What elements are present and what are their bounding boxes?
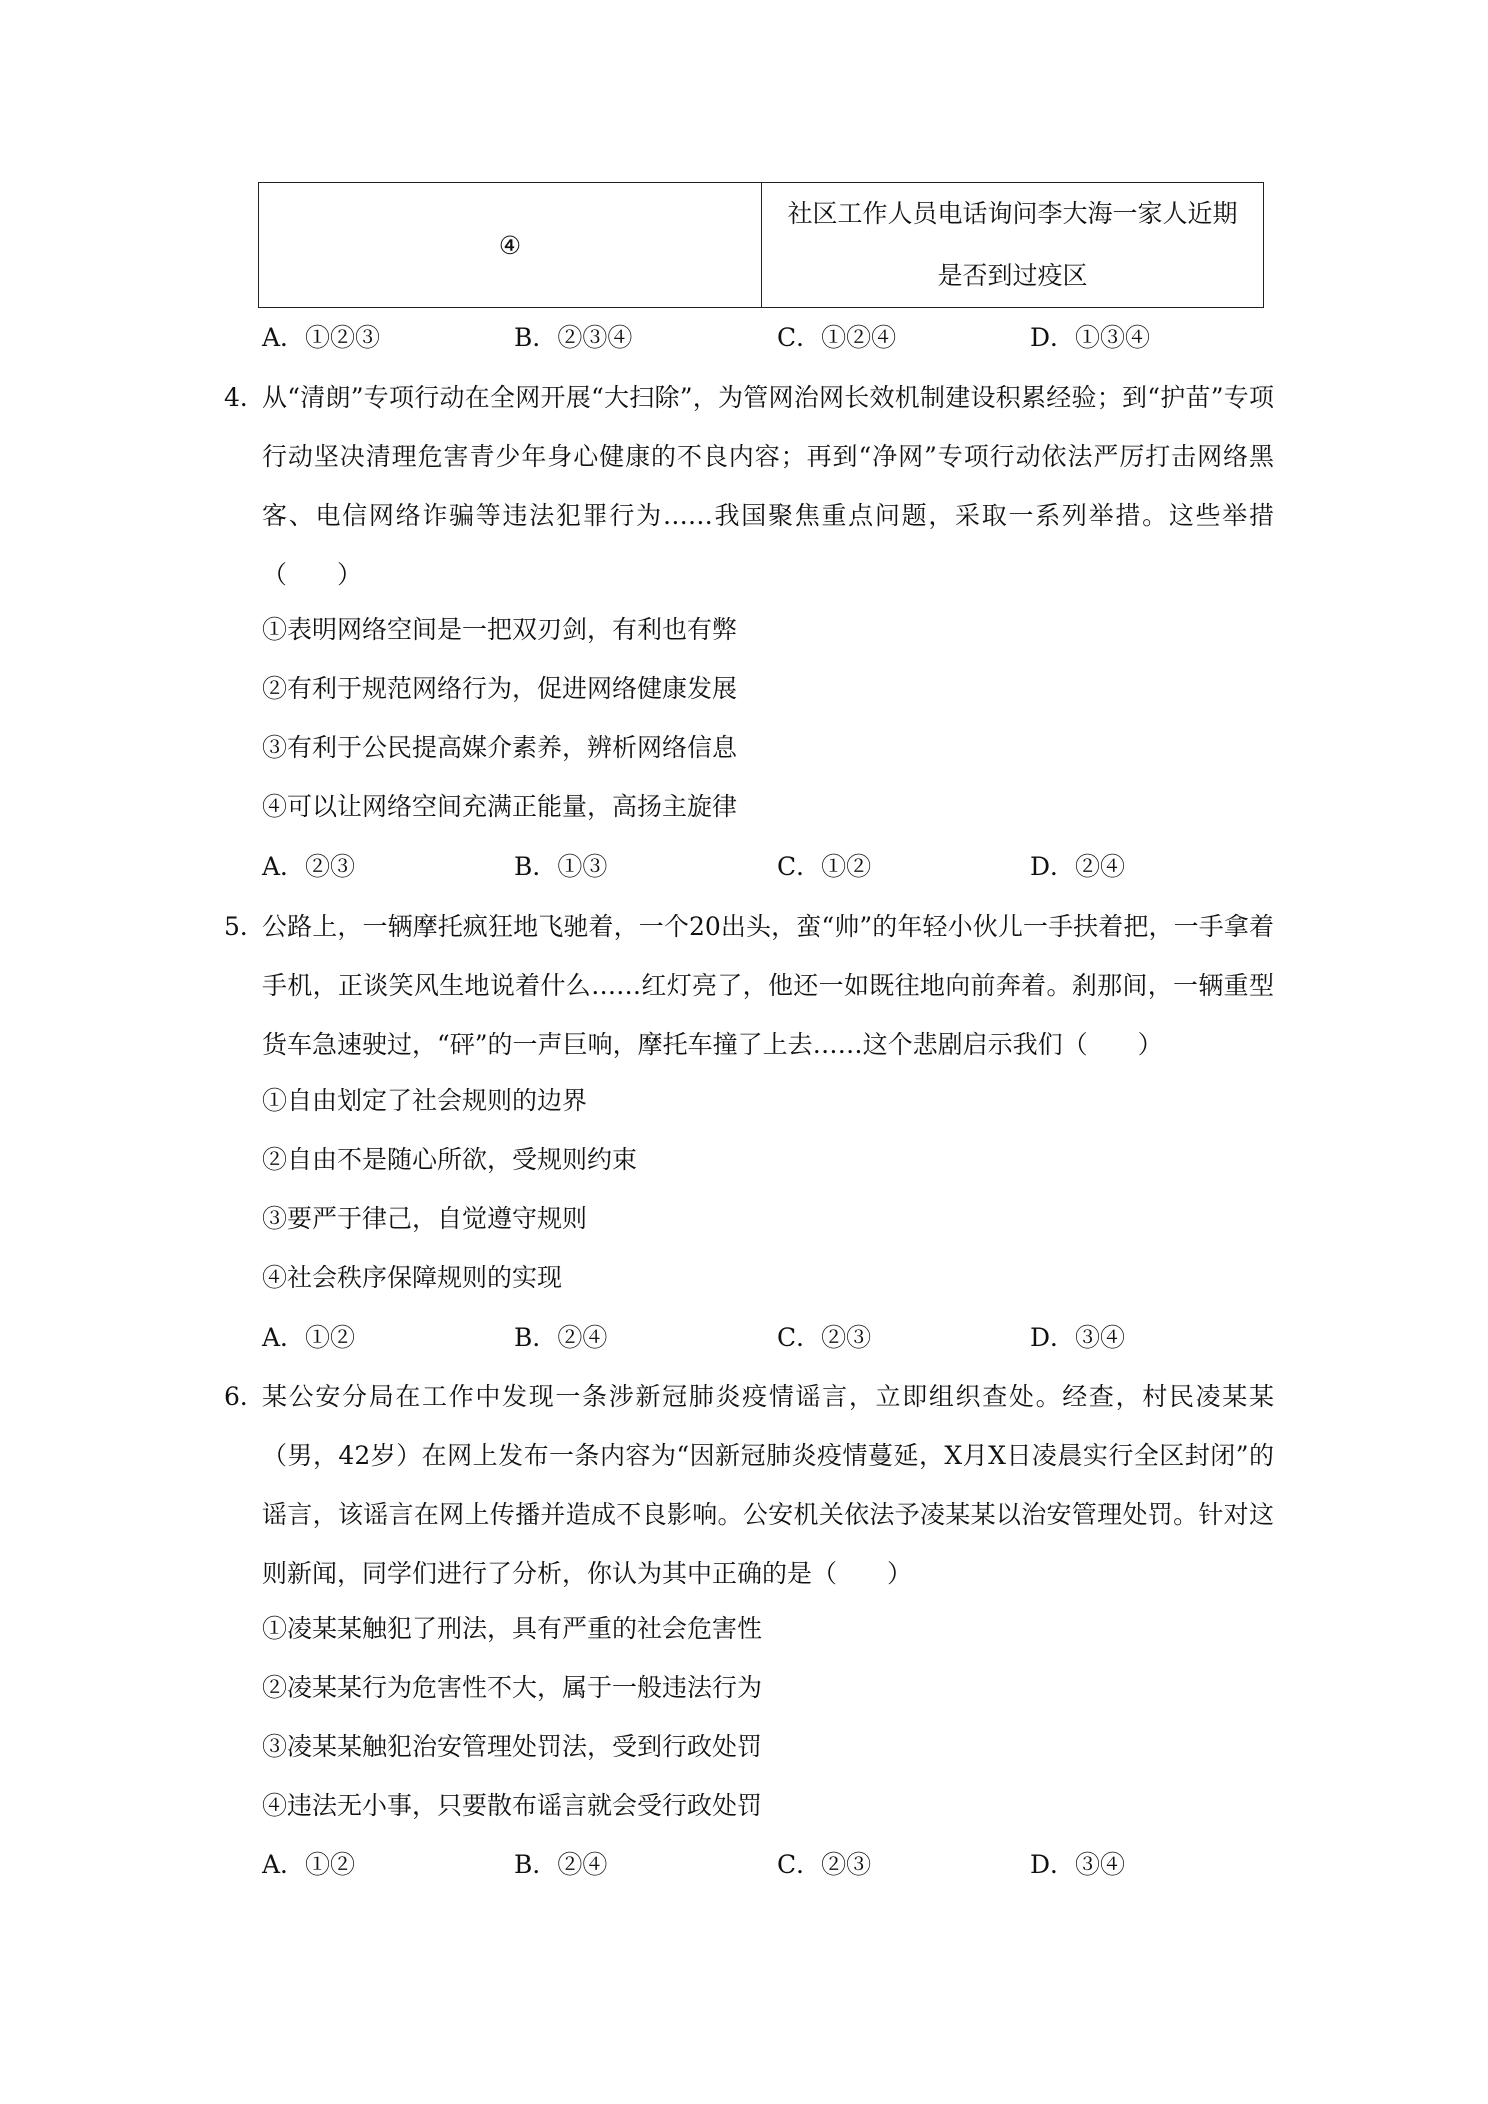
q5-stem: 公路上，一辆摩托疯狂地飞驰着，一个20出头，蛮“帅”的年轻小伙儿一手扶着把，一手拿着手机，正谈笑风生地说着什么……红灯亮了，他还一如既往地向前奔着。刹那间，一辆重型货车急速驶过，“砰”的一声巨响，摩托车撞了上去……这个悲剧启示我们（ ） [262, 912, 1274, 1059]
q5-statement-2: ②自由不是随心所欲，受规则约束 [262, 1145, 638, 1174]
q4-statement-3: ③有利于公民提高媒介素养，辨析网络信息 [262, 733, 738, 762]
question-6 [224, 1367, 1274, 1603]
question-5 [224, 897, 1274, 1074]
q6-statement-4: ④违法无小事，只要散布谣言就会受行政处罚 [262, 1791, 763, 1820]
q6-option-d[interactable]: D．③④ [1030, 1850, 1126, 1879]
q6-statement-3: ③凌某某触犯治安管理处罚法，受到行政处罚 [262, 1732, 763, 1761]
q3-option-a[interactable]: A．①②③ [262, 323, 381, 352]
q5-option-d[interactable]: D．③④ [1030, 1323, 1126, 1352]
q4-statement-4: ④可以让网络空间充满正能量，高扬主旋律 [262, 792, 738, 821]
q6-option-b[interactable]: B．②④ [514, 1850, 608, 1879]
q4-number: 4． [224, 383, 265, 412]
q6-statement-2: ②凌某某行为危害性不大，属于一般违法行为 [262, 1673, 763, 1702]
table-desc-line2: 是否到过疫区 [937, 261, 1088, 290]
q6-statement-1: ①凌某某触犯了刑法，具有严重的社会危害性 [262, 1614, 763, 1643]
q3-option-c[interactable]: C．①②④ [777, 323, 897, 352]
q6-number: 6． [224, 1382, 265, 1411]
q5-option-c[interactable]: C．②③ [777, 1323, 872, 1352]
q6-option-a[interactable]: A．①② [262, 1850, 356, 1879]
table-cell-number: ④ [259, 183, 762, 308]
q3-option-d[interactable]: D．①③④ [1030, 323, 1151, 352]
table-cell-description [762, 183, 1264, 308]
q5-option-b[interactable]: B．②④ [514, 1323, 608, 1352]
q4-option-a[interactable]: A．②③ [262, 852, 356, 881]
q4-option-c[interactable]: C．①② [777, 852, 872, 881]
q4-statement-1: ①表明网络空间是一把双刃剑，有利也有弊 [262, 615, 738, 644]
q3-option-b[interactable]: B．②③④ [514, 323, 633, 352]
q5-number: 5． [224, 912, 265, 941]
question-4 [224, 368, 1274, 604]
q4-option-b[interactable]: B．①③ [514, 852, 608, 881]
q5-statement-3: ③要严于律己，自觉遵守规则 [262, 1204, 588, 1233]
table-row [259, 183, 1264, 308]
q6-option-c[interactable]: C．②③ [777, 1850, 872, 1879]
q4-option-d[interactable]: D．②④ [1030, 852, 1126, 881]
q5-statement-4: ④社会秩序保障规则的实现 [262, 1263, 563, 1292]
q4-statement-2: ②有利于规范网络行为，促进网络健康发展 [262, 674, 738, 703]
q5-option-a[interactable]: A．①② [262, 1323, 356, 1352]
q5-statement-1: ①自由划定了社会规则的边界 [262, 1086, 588, 1115]
table-desc-line1: 社区工作人员电话询问李大海一家人近期 [787, 199, 1238, 228]
q6-stem: 某公安分局在工作中发现一条涉新冠肺炎疫情谣言，立即组织查处。经查，村民凌某某（男，42岁）在网上发布一条内容为“因新冠肺炎疫情蔓延，X月X日凌晨实行全区封闭”的谣言，该谣言在网上传播并造成不良影响。公安机关依法予凌某某以治安管理处罚。针对这则新闻，同学们进行了分析，你认为其中正确的是（ ） [262, 1382, 1274, 1588]
case-table [258, 182, 1264, 308]
q4-stem: 从“清朗”专项行动在全网开展“大扫除”，为管网治网长效机制建设积累经验；到“护苗”专项行动坚决清理危害青少年身心健康的不良内容；再到“净网”专项行动依法严厉打击网络黑客、电信网络诈骗等违法犯罪行为……我国聚焦重点问题，采取一系列举措。这些举措（ ） [262, 383, 1274, 589]
